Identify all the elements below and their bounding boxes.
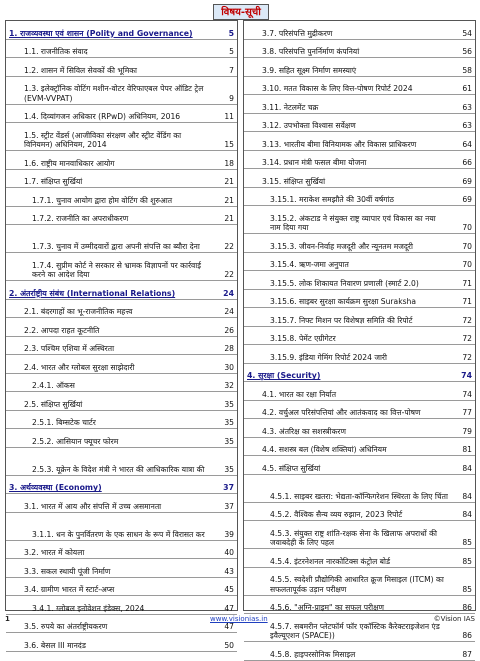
toc-entry-page: 70 <box>462 241 472 251</box>
toc-entry-title: 1.5. स्ट्रीट वेंडर्स (आजीविका संरक्षण और स्ट्रीट वेंडिंग का विनियमन) अधिनियम, 2014 <box>24 130 182 150</box>
toc-entry-title: 3.1. भारत में आय और संपत्ति में उच्च असमानता <box>24 501 162 511</box>
toc-entry-title: 4.2. वर्चुअल परिसंपत्तियां और आतंकवाद का वित्त-पोषण <box>262 408 421 418</box>
toc-left-column <box>5 20 238 650</box>
toc-entry-title: 2.5. संक्षिप्त सुर्खियां <box>24 399 83 409</box>
toc-entry-page: 35 <box>224 399 234 409</box>
toc-entry-page: 21 <box>224 195 234 205</box>
toc-entry-page: 72 <box>462 352 472 362</box>
toc-entry[interactable] <box>6 494 237 513</box>
toc-entry-title: 2.3. पश्चिम एशिया में अस्थिरता <box>24 344 115 354</box>
toc-entry-page: 22 <box>224 242 234 252</box>
toc-entry-title: 3.10. मतत विकास के लिए वित्त-पोषण रिपोर्ट 2024 <box>262 84 413 94</box>
toc-entry[interactable] <box>244 40 475 59</box>
toc-entry[interactable] <box>244 132 475 151</box>
toc-entry-page: 64 <box>462 139 472 149</box>
toc-entry-page: 35 <box>224 464 234 474</box>
toc-entry[interactable] <box>244 327 475 346</box>
toc-entry-title: 4.5.6. "अग्नि-प्राइम" का सफल परीक्षण <box>270 603 385 613</box>
toc-entry-title: 3.2. भारत में कोयला <box>24 548 85 558</box>
page-number: 1 <box>5 615 10 623</box>
toc-entry[interactable] <box>6 188 237 207</box>
toc-entry[interactable] <box>6 596 237 615</box>
toc-entry-title: 3.4. ग्रामीण भारत में स्टार्ट-अप्स <box>24 585 115 595</box>
toc-entry-page: 69 <box>462 195 472 205</box>
toc-entry-title: 4.5.3. संयुक्त राष्ट्र शांति-रक्षक सेना के खिलाफ अपराधों की जवाबदेही के लिए पहल <box>270 528 437 548</box>
toc-entry-title: 2.4.1. ऑकस <box>32 381 75 391</box>
toc-entry-page: 28 <box>224 344 234 354</box>
toc-entry-title: 3. अर्थव्यवस्था (Economy) <box>9 483 102 493</box>
toc-entry-title: 3.15.2. अंकटाड ने संयुक्त राष्ट्र व्यापार एवं विकास का नया नाम दिया गया <box>270 213 436 233</box>
toc-entry[interactable] <box>6 355 237 374</box>
toc-entry-page: 15 <box>224 140 234 150</box>
toc-entry[interactable] <box>6 513 237 541</box>
toc-entry[interactable] <box>244 169 475 188</box>
toc-entry[interactable] <box>6 578 237 597</box>
toc-entry-page: 30 <box>224 362 234 372</box>
toc-entry[interactable] <box>244 549 475 568</box>
toc-entry-title: 4.5. संक्षिप्त सुर्खियां <box>262 463 321 473</box>
toc-entry-page: 21 <box>224 177 234 187</box>
toc-entry[interactable] <box>244 290 475 309</box>
toc-entry[interactable] <box>6 77 237 105</box>
toc-entry[interactable] <box>244 596 475 615</box>
toc-entry[interactable] <box>244 308 475 327</box>
toc-entry[interactable] <box>6 123 237 151</box>
toc-section-heading[interactable] <box>6 281 237 300</box>
toc-entry-title: 3.11. नेटलमेंट चक्र <box>262 102 319 112</box>
toc-entry-page: 54 <box>462 28 472 38</box>
toc-entry-page: 84 <box>462 510 472 520</box>
toc-entry-title: 2.5.1. बिम्सटेक चार्टर <box>32 418 96 428</box>
toc-entry[interactable] <box>244 345 475 364</box>
toc-entry-page: 11 <box>224 112 234 122</box>
toc-entry-title: 4. सुरक्षा (Security) <box>247 371 321 381</box>
toc-entry-title: 1.7.4. सुप्रीम कोर्ट ने सरकार से भ्रामक विज्ञापनों पर कार्रवाई करने का आदेश दिया <box>32 260 201 280</box>
toc-entry-title: 2.5.3. यूक्रेन के विदेश मंत्री ने भारत की आधिकारिक यात्रा की <box>32 464 205 474</box>
toc-entry-page: 37 <box>224 501 234 511</box>
toc-entry[interactable] <box>244 58 475 77</box>
toc-entry[interactable] <box>6 253 237 281</box>
toc-entry-title: 3.1.1. धन के पुनर्वितरण के एक साधन के रूप में विरासत कर <box>32 529 205 539</box>
toc-entry-title: 4.5.7. सबमरीन प्लेटफॉर्म फॉर एकॉस्टिक कैरेक्टराइजेशन एंड इवैल्यूएशन (SPACE)) <box>270 621 440 641</box>
toc-entry-title: 1.6. राष्ट्रीय मानवाधिकार आयोग <box>24 158 115 168</box>
toc-entry-page: 61 <box>462 84 472 94</box>
toc-entry-page: 85 <box>462 556 472 566</box>
toc-entry-page: 45 <box>224 585 234 595</box>
toc-entry-title: 4.5.1. साइबर खतरा: भेद्यता-कॉन्फिगरेशन स्थिरता के लिए चिंता <box>270 491 448 501</box>
toc-entry-title: 1.7.3. चुनाव में उम्मीदवारों द्वारा अपनी संपत्ति का ब्यौरा देना <box>32 242 200 252</box>
toc-entry-title: 3.14. प्रधान मंत्री फसल बीमा योजना <box>262 158 367 168</box>
toc-entry-title: 4.5.4. इंटरनेशनल नारकोटिक्स कंट्रोल बोर्ड <box>270 556 391 566</box>
toc-entry-page: 26 <box>224 325 234 335</box>
toc-entry[interactable] <box>6 58 237 77</box>
toc-entry-title: 3.15. संक्षिप्त सुर्खियां <box>262 176 326 186</box>
toc-entry-page: 71 <box>462 297 472 307</box>
toc-entry[interactable] <box>244 401 475 420</box>
toc-entry-page: 81 <box>462 445 472 455</box>
toc-entry-page: 5 <box>229 47 234 57</box>
toc-entry[interactable] <box>244 642 475 661</box>
toc-entry-page: 71 <box>462 278 472 288</box>
toc-entry-title: 4.5.2. वैश्विक सैन्य व्यय रुझान, 2023 रिपोर्ट <box>270 510 403 520</box>
toc-entry[interactable] <box>6 300 237 319</box>
toc-entry[interactable] <box>244 521 475 549</box>
toc-entry-page: 5 <box>228 28 234 38</box>
toc-entry[interactable] <box>244 419 475 438</box>
toc-entry-title: 3.15.5. लोक शिकायत निवारण प्रणाली (स्मार्ट 2.0) <box>270 278 419 288</box>
toc-entry[interactable] <box>244 456 475 475</box>
toc-entry-title: 2. अंतर्राष्ट्रीय संबंध (International Relations) <box>9 288 176 298</box>
toc-section-heading[interactable] <box>6 476 237 495</box>
toc-entry[interactable] <box>244 271 475 290</box>
toc-entry-title: 1.4. दिव्यांगजन अधिकार (RPwD) अधिनियम, 2016 <box>24 112 181 122</box>
toc-entry[interactable] <box>244 151 475 170</box>
toc-entry-title: 3.15.4. ऋण-जमा अनुपात <box>270 260 349 270</box>
toc-entry-page: 37 <box>223 483 234 493</box>
toc-entry-page: 47 <box>224 603 234 613</box>
toc-section-heading[interactable] <box>6 21 237 40</box>
toc-entry-page: 86 <box>462 603 472 613</box>
toc-entry[interactable] <box>6 559 237 578</box>
toc-entry-title: 3.7. परिसंपत्ति मुद्रीकरण <box>262 28 333 38</box>
toc-entry-page: 72 <box>462 334 472 344</box>
toc-entry[interactable] <box>244 475 475 503</box>
toc-entry-title: 1.7. संक्षिप्त सुर्खियां <box>24 177 83 187</box>
toc-entry[interactable] <box>244 21 475 40</box>
toc-entry-title: 4.5.5. स्वदेशी प्रौद्योगिकी आधारित क्रूज मिसाइल (ITCM) का सफलतापूर्वक उड़ान परीक्षण <box>270 575 444 594</box>
toc-entry-page: 7 <box>229 65 234 75</box>
toc-entry[interactable] <box>6 40 237 59</box>
toc-entry[interactable] <box>244 503 475 522</box>
toc-entry-title: 3.15.8. पेमेंट एग्रीगेटर <box>270 334 336 344</box>
toc-entry-title: 2.1. बंदरगाहों का भू-राजनीतिक महत्त्व <box>24 307 133 317</box>
toc-entry-title: 1.7.2. राजनीति का अपराधीकरण <box>32 214 129 224</box>
toc-entry[interactable] <box>244 206 475 234</box>
toc-entry-title: 1.1. राजनीतिक संवाद <box>24 47 88 57</box>
toc-entry-page: 9 <box>229 93 234 103</box>
toc-entry-title: 3.9. सहित सूक्ष्म निर्माण समस्याएं <box>262 65 357 75</box>
toc-entry-page: 39 <box>224 529 234 539</box>
toc-entry-page: 69 <box>462 176 472 186</box>
toc-entry-page: 72 <box>462 315 472 325</box>
toc-entry[interactable] <box>244 438 475 457</box>
toc-entry[interactable] <box>6 392 237 411</box>
toc-entry-page: 47 <box>224 622 234 632</box>
toc-entry-page: 79 <box>462 426 472 436</box>
toc-entry-page: 32 <box>224 381 234 391</box>
toc-entry-page: 63 <box>462 102 472 112</box>
toc-entry-title: 3.6. बेसल III मानदंड <box>24 640 86 650</box>
toc-entry-page: 21 <box>224 214 234 224</box>
toc-section-heading[interactable] <box>244 364 475 383</box>
toc-entry-title: 3.5. रुपये का अंतर्राष्ट्रीयकरण <box>24 622 108 632</box>
toc-entry[interactable] <box>6 207 237 226</box>
toc-entry-page: 84 <box>462 491 472 501</box>
toc-entry[interactable] <box>244 114 475 133</box>
toc-entry[interactable] <box>244 188 475 207</box>
toc-entry[interactable] <box>244 95 475 114</box>
toc-entry-page: 18 <box>224 158 234 168</box>
toc-entry-title: 3.15.3. जीवन-निर्वाह मजदूरी और न्यूनतम मजदूरी <box>270 241 413 251</box>
toc-entry-page: 85 <box>462 584 472 594</box>
toc-entry-page: 35 <box>224 436 234 446</box>
toc-entry-title: 3.13. भारतीय बीमा विनियामक और विकास प्राधिकरण <box>262 139 417 149</box>
toc-entry-page: 87 <box>462 649 472 659</box>
toc-entry-title: 3.15.1. मराकेश समझौते की 30वीं वर्षगांठ <box>270 195 394 205</box>
toc-entry[interactable] <box>6 151 237 170</box>
toc-entry[interactable] <box>244 253 475 272</box>
toc-entry[interactable] <box>6 374 237 393</box>
toc-entry-title: 1.2. शासन में सिविल सेवकों की भूमिका <box>24 65 138 75</box>
toc-entry-page: 70 <box>462 260 472 270</box>
toc-entry-title: 3.8. परिसंपत्ति पुनर्निर्माण कंपनियां <box>262 47 360 57</box>
website-link[interactable]: www.visionias.in <box>210 615 268 623</box>
toc-entry[interactable] <box>6 541 237 560</box>
toc-entry-title: 4.1. भारत का रक्षा निर्यात <box>262 389 337 399</box>
toc-entry-page: 35 <box>224 418 234 428</box>
toc-entry-page: 77 <box>462 408 472 418</box>
toc-entry-page: 74 <box>462 389 472 399</box>
toc-entry-page: 24 <box>223 288 234 298</box>
toc-entry-page: 40 <box>224 548 234 558</box>
toc-entry[interactable] <box>244 568 475 596</box>
toc-entry-title: 3.15.7. निफ्ट मिशन पर विशेषज्ञ समिति की रिपोर्ट <box>270 315 413 325</box>
toc-entry-page: 58 <box>462 65 472 75</box>
toc-entry-page: 63 <box>462 121 472 131</box>
page-title: विषय-सूची <box>213 4 269 20</box>
toc-entry-page: 74 <box>461 371 472 381</box>
toc-entry[interactable] <box>6 429 237 448</box>
toc-entry[interactable] <box>6 105 237 124</box>
toc-entry-page: 43 <box>224 566 234 576</box>
toc-entry-page: 56 <box>462 47 472 57</box>
toc-entry-page: 24 <box>224 307 234 317</box>
toc-entry-title: 4.3. अंतरिक्ष का सशस्त्रीकरण <box>262 426 347 436</box>
page-footer <box>5 614 475 626</box>
toc-entry[interactable] <box>6 448 237 476</box>
toc-entry[interactable] <box>6 411 237 430</box>
toc-entry-page: 85 <box>462 538 472 548</box>
toc-entry-title: 3.15.9. इंडिया गेमिंग रिपोर्ट 2024 जारी <box>270 352 388 362</box>
toc-entry-page: 84 <box>462 463 472 473</box>
toc-entry[interactable] <box>6 170 237 189</box>
copyright-text: ©Vision IAS <box>433 615 475 623</box>
toc-entry-title: 2.2. आपदा राहत कूटनीति <box>24 325 100 335</box>
toc-entry-title: 1. राजव्यवस्था एवं शासन (Polity and Governance) <box>9 28 193 38</box>
toc-entry-title: 3.3. सकल स्थायी पूंजी निर्माण <box>24 566 111 576</box>
toc-entry-title: 3.4.1. ग्लोबल इनोवेशन इंडेक्स, 2024 <box>32 603 145 613</box>
toc-entry-title: 2.5.2. आसियान फ्यूचर फोरम <box>32 436 119 446</box>
toc-entry-title: 3.15.6. साइबर सुरक्षा कार्यक्रम सुरक्षा Suraksha <box>270 297 417 307</box>
toc-entry[interactable] <box>244 382 475 401</box>
toc-entry[interactable] <box>244 234 475 253</box>
toc-entry-title: 4.5.8. हाइपरसोनिक मिसाइल <box>270 649 356 659</box>
toc-entry-page: 66 <box>462 158 472 168</box>
toc-entry[interactable] <box>6 337 237 356</box>
toc-entry-page: 70 <box>462 223 472 233</box>
toc-entry[interactable] <box>6 633 237 652</box>
toc-entry[interactable] <box>6 225 237 253</box>
toc-entry-title: 2.4. भारत और ग्लोबल सुरक्षा साझेदारी <box>24 362 135 372</box>
toc-entry-page: 50 <box>224 640 234 650</box>
toc-entry-page: 22 <box>224 270 234 280</box>
toc-entry-title: 3.12. उपभोक्ता विश्वास सर्वेक्षण <box>262 121 356 131</box>
toc-entry-title: 1.7.1. चुनाव आयोग द्वारा होम वोटिंग की शुरुआत <box>32 195 173 205</box>
toc-entry[interactable] <box>6 318 237 337</box>
toc-entry-page: 86 <box>462 631 472 641</box>
toc-entry[interactable] <box>244 77 475 96</box>
toc-entry-title: 4.4. सशस्त्र बल (विशेष शक्तियां) अधिनियम <box>262 445 387 455</box>
toc-entry-title: 1.3. इलेक्ट्रॉनिक वोटिंग मशीन-वोटर वेरिफाएबल पेपर ऑडिट ट्रेल (EVM-VVPAT) <box>24 84 204 103</box>
